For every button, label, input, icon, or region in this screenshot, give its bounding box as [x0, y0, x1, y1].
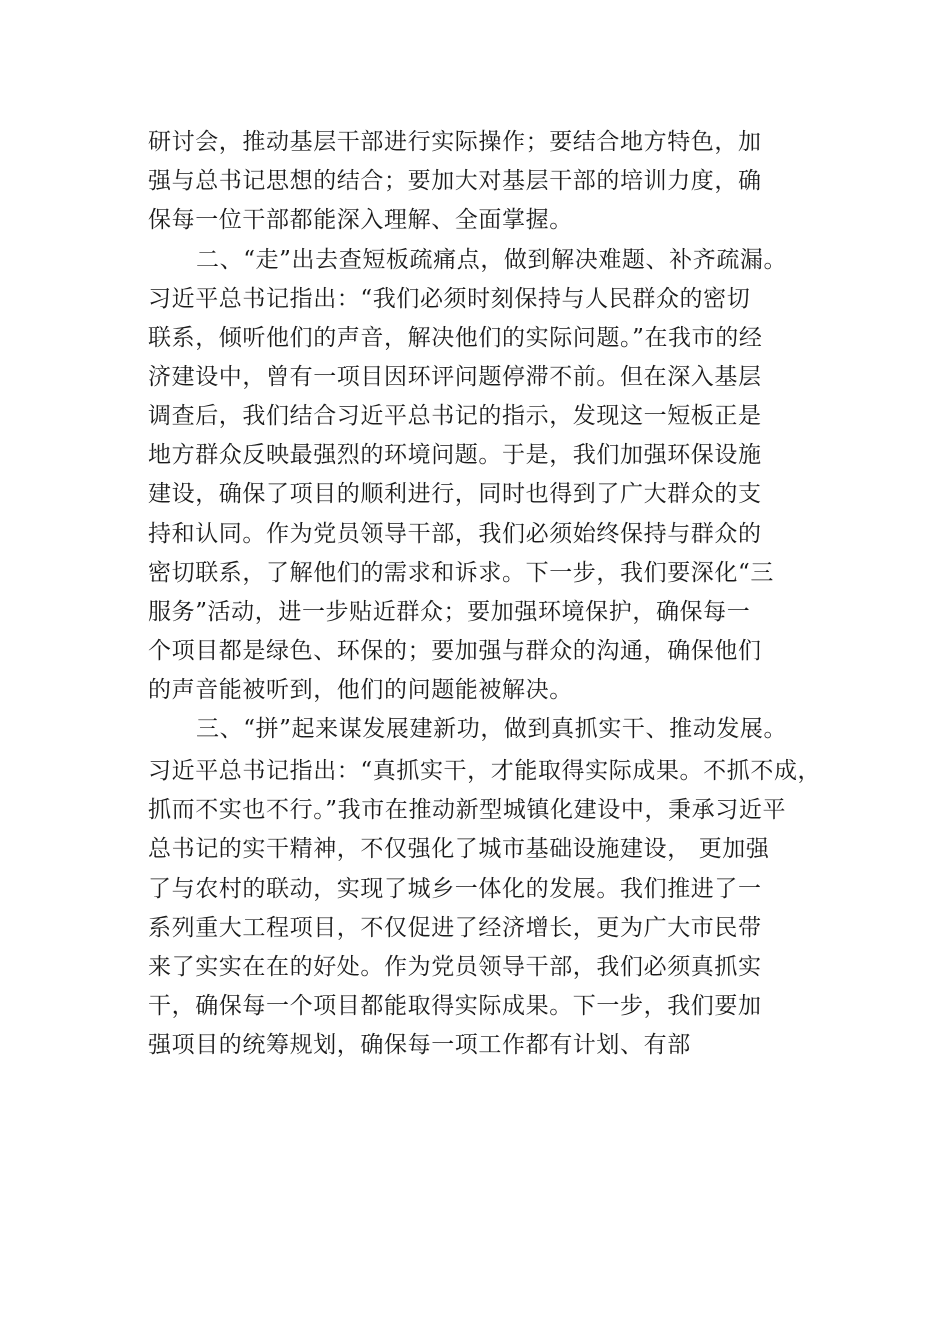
- text-line: 强项目的统筹规划，确保每一项工作都有计划、有部: [148, 1032, 691, 1058]
- text-line: 个项目都是绿色、环保的；要加强与群众的沟通，确保他们: [148, 638, 762, 664]
- section-heading: 二、“走”出去查短板疏痛点，做到解决难题、补齐疏漏。: [196, 247, 788, 273]
- text-line: 研讨会，推动基层干部进行实际操作；要结合地方特色，加: [148, 129, 762, 155]
- text-line: 干，确保每一个项目都能取得实际成果。下一步，我们要加: [148, 993, 762, 1019]
- text-line: 保每一位干部都能深入理解、全面掌握。: [148, 207, 573, 233]
- text-line: 总书记的实干精神，不仅强化了城市基础设施建设， 更加强: [148, 836, 770, 862]
- text-line: 强与总书记思想的结合；要加大对基层干部的培训力度，确: [148, 168, 762, 194]
- text-line: 的声音能被听到，他们的问题能被解决。: [148, 677, 573, 703]
- text-line: 持和认同。作为党员领导干部，我们必须始终保持与群众的: [148, 521, 762, 547]
- text-line: 济建设中，曾有一项目因环评问题停滞不前。但在深入基层: [148, 364, 762, 390]
- text-line: 服务”活动，进一步贴近群众；要加强环境保护，确保每一: [148, 599, 751, 625]
- text-line: 地方群众反映最强烈的环境问题。于是，我们加强环保设施: [148, 442, 762, 468]
- text-line: 系列重大工程项目，不仅促进了经济增长，更为广大市民带: [148, 915, 762, 941]
- text-line: 来了实实在在的好处。作为党员领导干部，我们必须真抓实: [148, 954, 762, 980]
- text-line: 建设，确保了项目的顺利进行，同时也得到了广大群众的支: [148, 481, 762, 507]
- text-line: 了与农村的联动，实现了城乡一体化的发展。我们推进了一: [148, 876, 762, 902]
- text-line: 抓而不实也不行。”我市在推动新型城镇化建设中，秉承习近平: [148, 797, 787, 823]
- text-line: 习近平总书记指出：“我们必须时刻保持与人民群众的密切: [148, 286, 751, 312]
- section-heading: 三、“拼”起来谋发展建新功，做到真抓实干、推动发展。: [196, 716, 788, 742]
- text-line: 调查后，我们结合习近平总书记的指示，发现这一短板正是: [148, 403, 762, 429]
- text-line: 密切联系，了解他们的需求和诉求。下一步，我们要深化“三: [148, 560, 774, 586]
- text-line: 联系，倾听他们的声音，解决他们的实际问题。”在我市的经: [148, 325, 763, 351]
- text-line: 习近平总书记指出：“真抓实干，才能取得实际成果。不抓不成，: [148, 758, 822, 784]
